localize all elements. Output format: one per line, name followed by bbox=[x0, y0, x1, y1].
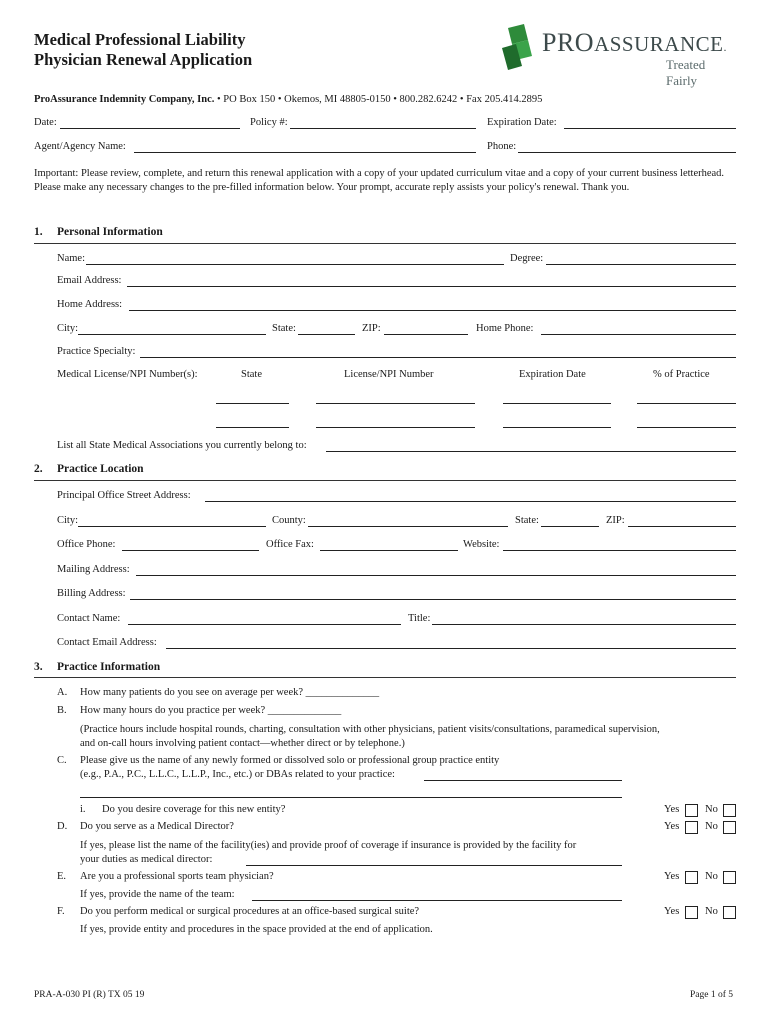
question-d-note1: If yes, please list the name of the facility(ies) and provide proof of coverage if insurance is provided by the facility for bbox=[80, 840, 577, 851]
state-field[interactable] bbox=[298, 334, 355, 335]
license-row2-state[interactable] bbox=[216, 427, 289, 428]
brand-assurance: ASSURANCE bbox=[594, 32, 724, 56]
policy-field[interactable] bbox=[290, 128, 476, 129]
contact-name-field[interactable] bbox=[128, 624, 401, 625]
zip-label: ZIP: bbox=[362, 323, 381, 334]
section2-title: Practice Location bbox=[57, 463, 144, 475]
billing-address-field[interactable] bbox=[130, 599, 736, 600]
brand-tagline: Treated Fairly bbox=[666, 57, 706, 88]
question-d-no-label: No bbox=[705, 821, 718, 832]
contact-title-field[interactable] bbox=[432, 624, 736, 625]
question-f-note: If yes, provide entity and procedures in the space provided at the end of application. bbox=[80, 924, 433, 935]
question-c-field-2[interactable] bbox=[80, 797, 622, 798]
question-e-yes-label: Yes bbox=[664, 871, 680, 882]
contact-title-label: Title: bbox=[408, 613, 431, 624]
question-c-letter: C. bbox=[57, 755, 67, 766]
important-notice: Important: Please review, complete, and return this renewal application with a copy of your updated curriculum vitae and a copy of your current business letterhead. Please make any necessary changes to the pre-filled information below. Your prompt, accurate reply assists your policy's renewal. Thank you. bbox=[34, 168, 725, 193]
question-f-no-checkbox[interactable] bbox=[723, 906, 736, 919]
associations-field[interactable] bbox=[326, 451, 736, 452]
office-state-field[interactable] bbox=[541, 526, 599, 527]
contact-email-label: Contact Email Address: bbox=[57, 637, 157, 648]
specialty-label: Practice Specialty: bbox=[57, 346, 136, 357]
section1-divider bbox=[34, 243, 736, 244]
section3-divider bbox=[34, 677, 736, 678]
col-license-header: License/NPI Number bbox=[344, 369, 434, 380]
policy-label: Policy #: bbox=[250, 117, 288, 128]
question-b-text: How many hours do you practice per week? ______________ bbox=[80, 705, 342, 716]
contact-email-field[interactable] bbox=[166, 648, 736, 649]
office-zip-label: ZIP: bbox=[606, 515, 625, 526]
brand-pro: PRO bbox=[542, 28, 595, 57]
license-row1-expiration[interactable] bbox=[503, 403, 611, 404]
form-id: PRA-A-030 PI (R) TX 05 19 bbox=[34, 990, 145, 1000]
section1-title: Personal Information bbox=[57, 226, 163, 238]
section3-number: 3. bbox=[34, 661, 43, 673]
question-d-text: Do you serve as a Medical Director? bbox=[80, 821, 234, 832]
agent-field[interactable] bbox=[134, 152, 476, 153]
office-zip-field[interactable] bbox=[628, 526, 736, 527]
city-label: City: bbox=[57, 323, 79, 334]
question-f-letter: F. bbox=[57, 906, 65, 917]
date-field[interactable] bbox=[60, 128, 240, 129]
form-title-line1: Medical Professional Liability bbox=[34, 30, 246, 49]
license-row1-percent[interactable] bbox=[637, 403, 736, 404]
col-percent-header: % of Practice bbox=[653, 369, 710, 380]
phone-field[interactable] bbox=[518, 152, 736, 153]
date-label: Date: bbox=[34, 117, 57, 128]
office-phone-label: Office Phone: bbox=[57, 539, 116, 550]
office-city-label: City: bbox=[57, 515, 79, 526]
page-number: Page 1 of 5 bbox=[690, 990, 734, 1000]
question-b-note1: (Practice hours include hospital rounds, charting, consultation with other physicians, patient visits/consultations, paramedical supervision, bbox=[80, 724, 660, 735]
county-field[interactable] bbox=[308, 526, 508, 527]
principal-office-label: Principal Office Street Address: bbox=[57, 490, 191, 501]
question-ci-text: Do you desire coverage for this new entity? bbox=[102, 804, 286, 815]
county-label: County: bbox=[272, 515, 306, 526]
question-e-letter: E. bbox=[57, 871, 67, 882]
license-row2-percent[interactable] bbox=[637, 427, 736, 428]
state-label: State: bbox=[272, 323, 296, 334]
question-ci-yes-checkbox[interactable] bbox=[685, 804, 698, 817]
question-d-yes-label: Yes bbox=[664, 821, 680, 832]
logo-mark-icon bbox=[498, 22, 544, 72]
phone-label: Phone: bbox=[487, 141, 517, 152]
question-ci-yes-label: Yes bbox=[664, 804, 680, 815]
city-field[interactable] bbox=[78, 334, 266, 335]
degree-label: Degree: bbox=[510, 253, 544, 264]
question-ci-letter: i. bbox=[80, 804, 86, 815]
section2-number: 2. bbox=[34, 463, 43, 475]
question-c-text2: (e.g., P.A., P.C., L.L.C., L.L.P., Inc., etc.) or DBAs related to your practice: bbox=[80, 769, 395, 780]
expiration-field[interactable] bbox=[564, 128, 736, 129]
home-address-field[interactable] bbox=[129, 310, 736, 311]
col-expiration-header: Expiration Date bbox=[519, 369, 586, 380]
agent-label: Agent/Agency Name: bbox=[34, 141, 126, 152]
question-d-field[interactable] bbox=[246, 865, 622, 866]
question-f-yes-label: Yes bbox=[664, 906, 680, 917]
question-c-text1: Please give us the name of any newly formed or dissolved solo or professional group practice entity bbox=[80, 755, 500, 766]
expiration-label: Expiration Date: bbox=[487, 117, 557, 128]
name-label: Name: bbox=[57, 253, 85, 264]
question-c-field[interactable] bbox=[424, 780, 622, 781]
question-a-letter: A. bbox=[57, 687, 68, 698]
question-e-yes-checkbox[interactable] bbox=[685, 871, 698, 884]
degree-field[interactable] bbox=[546, 264, 736, 265]
license-label: Medical License/NPI Number(s): bbox=[57, 369, 198, 380]
question-e-text: Are you a professional sports team physician? bbox=[80, 871, 274, 882]
section3-title: Practice Information bbox=[57, 661, 161, 673]
section1-number: 1. bbox=[34, 226, 43, 238]
question-a-text: How many patients do you see on average per week? ______________ bbox=[80, 687, 380, 698]
email-label: Email Address: bbox=[57, 275, 122, 286]
form-title-line2: Physician Renewal Application bbox=[34, 50, 253, 69]
question-ci-no-checkbox[interactable] bbox=[723, 804, 736, 817]
question-f-no-label: No bbox=[705, 906, 718, 917]
website-label: Website: bbox=[463, 539, 500, 550]
question-d-note2: your duties as medical director: bbox=[80, 854, 213, 865]
zip-field[interactable] bbox=[384, 334, 468, 335]
contact-name-label: Contact Name: bbox=[57, 613, 121, 624]
home-address-label: Home Address: bbox=[57, 299, 123, 310]
proassurance-logo bbox=[498, 22, 738, 88]
company-name: ProAssurance Indemnity Company, Inc. bbox=[34, 94, 215, 105]
question-f-text: Do you perform medical or surgical procedures at an office-based surgical suite? bbox=[80, 906, 420, 917]
billing-address-label: Billing Address: bbox=[57, 588, 126, 599]
question-b-note2: and on-call hours involving patient contact—whether direct or by telephone.) bbox=[80, 738, 405, 749]
office-fax-label: Office Fax: bbox=[266, 539, 314, 550]
license-row2-number[interactable] bbox=[316, 427, 475, 428]
license-row1-number[interactable] bbox=[316, 403, 475, 404]
home-phone-label: Home Phone: bbox=[476, 323, 534, 334]
question-e-no-checkbox[interactable] bbox=[723, 871, 736, 884]
company-contact: • PO Box 150 • Okemos, MI 48805-0150 • 800.282.6242 • Fax 205.414.2895 bbox=[214, 94, 543, 105]
principal-office-field[interactable] bbox=[205, 501, 736, 502]
office-fax-field[interactable] bbox=[320, 550, 458, 551]
question-d-yes-checkbox[interactable] bbox=[685, 821, 698, 834]
company-info bbox=[34, 94, 542, 105]
col-state-header: State bbox=[241, 369, 262, 380]
website-field[interactable] bbox=[503, 550, 736, 551]
question-e-note: If yes, provide the name of the team: bbox=[80, 889, 235, 900]
specialty-field[interactable] bbox=[140, 357, 736, 358]
question-d-no-checkbox[interactable] bbox=[723, 821, 736, 834]
question-d-letter: D. bbox=[57, 821, 68, 832]
question-ci-no-label: No bbox=[705, 804, 718, 815]
question-e-no-label: No bbox=[705, 871, 718, 882]
office-state-label: State: bbox=[515, 515, 539, 526]
mailing-address-label: Mailing Address: bbox=[57, 564, 130, 575]
section2-divider bbox=[34, 480, 736, 481]
question-b-letter: B. bbox=[57, 705, 67, 716]
name-field[interactable] bbox=[86, 264, 504, 265]
brand-dot: . bbox=[723, 40, 727, 54]
question-e-field[interactable] bbox=[252, 900, 622, 901]
office-phone-field[interactable] bbox=[122, 550, 259, 551]
mailing-address-field[interactable] bbox=[136, 575, 736, 576]
office-city-field[interactable] bbox=[78, 526, 266, 527]
email-field[interactable] bbox=[127, 286, 736, 287]
associations-label: List all State Medical Associations you currently belong to: bbox=[57, 440, 307, 451]
license-row1-state[interactable] bbox=[216, 403, 289, 404]
home-phone-field[interactable] bbox=[541, 334, 736, 335]
question-f-yes-checkbox[interactable] bbox=[685, 906, 698, 919]
license-row2-expiration[interactable] bbox=[503, 427, 611, 428]
